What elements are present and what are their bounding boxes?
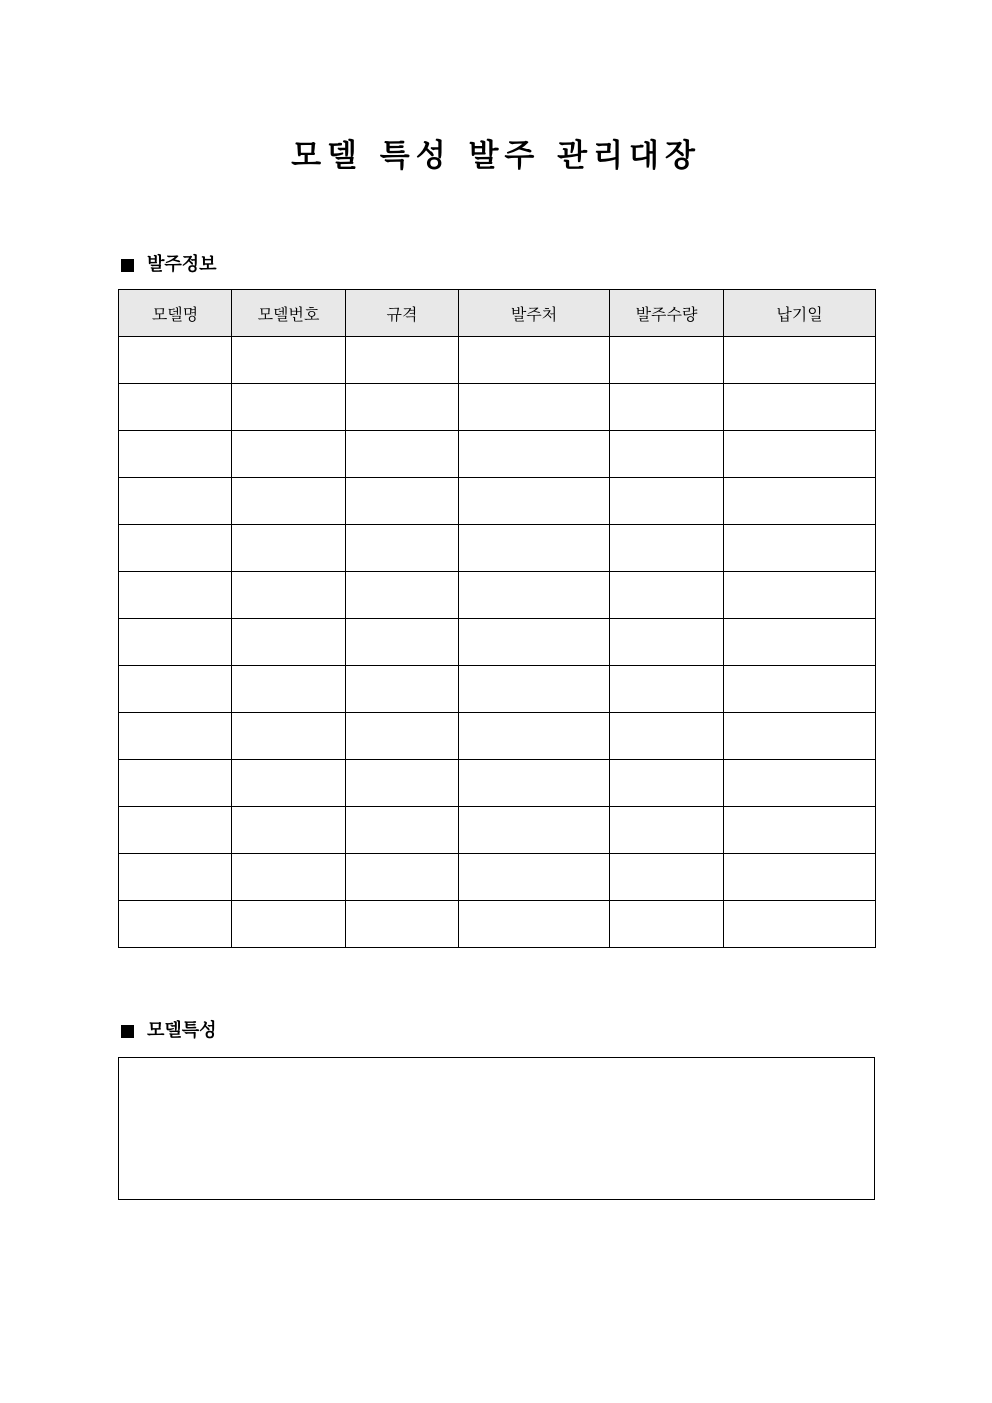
table-cell-spec[interactable] bbox=[346, 384, 459, 431]
table-cell-due-date[interactable] bbox=[724, 854, 876, 901]
table-row bbox=[119, 854, 876, 901]
table-cell-due-date[interactable] bbox=[724, 337, 876, 384]
table-cell-due-date[interactable] bbox=[724, 666, 876, 713]
model-feature-input-box[interactable] bbox=[118, 1057, 875, 1200]
table-cell-spec[interactable] bbox=[346, 337, 459, 384]
column-header-due-date: 납기일 bbox=[724, 290, 876, 337]
column-header-model-number: 모델번호 bbox=[232, 290, 346, 337]
table-cell-model-name[interactable] bbox=[119, 619, 232, 666]
table-cell-spec[interactable] bbox=[346, 854, 459, 901]
order-info-table bbox=[118, 289, 876, 948]
table-cell-due-date[interactable] bbox=[724, 384, 876, 431]
table-cell-spec[interactable] bbox=[346, 478, 459, 525]
table-row bbox=[119, 431, 876, 478]
table-cell-spec[interactable] bbox=[346, 666, 459, 713]
table-cell-model-number[interactable] bbox=[232, 760, 346, 807]
table-cell-order-quantity[interactable] bbox=[610, 760, 724, 807]
table-cell-order-quantity[interactable] bbox=[610, 666, 724, 713]
table-cell-supplier[interactable] bbox=[459, 666, 610, 713]
table-cell-model-name[interactable] bbox=[119, 384, 232, 431]
table-header-row bbox=[119, 290, 876, 337]
square-bullet-icon bbox=[121, 1025, 134, 1038]
table-cell-order-quantity[interactable] bbox=[610, 572, 724, 619]
table-cell-due-date[interactable] bbox=[724, 760, 876, 807]
table-cell-model-name[interactable] bbox=[119, 666, 232, 713]
table-row bbox=[119, 337, 876, 384]
table-cell-order-quantity[interactable] bbox=[610, 384, 724, 431]
table-cell-order-quantity[interactable] bbox=[610, 431, 724, 478]
table-row bbox=[119, 901, 876, 948]
table-cell-model-name[interactable] bbox=[119, 525, 232, 572]
table-cell-order-quantity[interactable] bbox=[610, 807, 724, 854]
table-row bbox=[119, 525, 876, 572]
column-header-model-name: 모델명 bbox=[119, 290, 232, 337]
table-row bbox=[119, 807, 876, 854]
order-info-heading-label: 발주정보 bbox=[147, 254, 217, 275]
table-cell-due-date[interactable] bbox=[724, 713, 876, 760]
table-cell-model-number[interactable] bbox=[232, 572, 346, 619]
table-cell-supplier[interactable] bbox=[459, 619, 610, 666]
table-cell-due-date[interactable] bbox=[724, 431, 876, 478]
table-row bbox=[119, 478, 876, 525]
table-cell-model-number[interactable] bbox=[232, 525, 346, 572]
table-cell-supplier[interactable] bbox=[459, 901, 610, 948]
table-cell-model-number[interactable] bbox=[232, 807, 346, 854]
model-feature-heading-label: 모델특성 bbox=[147, 1020, 217, 1041]
table-cell-supplier[interactable] bbox=[459, 337, 610, 384]
table-cell-model-number[interactable] bbox=[232, 901, 346, 948]
table-cell-due-date[interactable] bbox=[724, 901, 876, 948]
table-cell-order-quantity[interactable] bbox=[610, 619, 724, 666]
table-cell-model-number[interactable] bbox=[232, 478, 346, 525]
table-cell-supplier[interactable] bbox=[459, 807, 610, 854]
table-cell-model-name[interactable] bbox=[119, 713, 232, 760]
table-cell-spec[interactable] bbox=[346, 431, 459, 478]
table-cell-supplier[interactable] bbox=[459, 384, 610, 431]
table-cell-spec[interactable] bbox=[346, 713, 459, 760]
table-row bbox=[119, 666, 876, 713]
column-header-spec: 규격 bbox=[346, 290, 459, 337]
table-cell-supplier[interactable] bbox=[459, 525, 610, 572]
table-cell-spec[interactable] bbox=[346, 525, 459, 572]
square-bullet-icon bbox=[121, 259, 134, 272]
table-cell-supplier[interactable] bbox=[459, 478, 610, 525]
table-cell-due-date[interactable] bbox=[724, 619, 876, 666]
table-cell-model-name[interactable] bbox=[119, 760, 232, 807]
table-cell-due-date[interactable] bbox=[724, 478, 876, 525]
table-cell-model-name[interactable] bbox=[119, 807, 232, 854]
table-cell-spec[interactable] bbox=[346, 760, 459, 807]
table-cell-model-number[interactable] bbox=[232, 666, 346, 713]
table-cell-supplier[interactable] bbox=[459, 760, 610, 807]
table-cell-spec[interactable] bbox=[346, 619, 459, 666]
table-cell-due-date[interactable] bbox=[724, 525, 876, 572]
table-row bbox=[119, 384, 876, 431]
table-cell-supplier[interactable] bbox=[459, 572, 610, 619]
table-cell-order-quantity[interactable] bbox=[610, 854, 724, 901]
table-cell-order-quantity[interactable] bbox=[610, 478, 724, 525]
table-cell-supplier[interactable] bbox=[459, 431, 610, 478]
table-cell-due-date[interactable] bbox=[724, 807, 876, 854]
column-header-supplier: 발주처 bbox=[459, 290, 610, 337]
table-cell-model-name[interactable] bbox=[119, 337, 232, 384]
table-row bbox=[119, 619, 876, 666]
table-cell-order-quantity[interactable] bbox=[610, 901, 724, 948]
table-cell-model-name[interactable] bbox=[119, 431, 232, 478]
column-header-order-quantity: 발주수량 bbox=[610, 290, 724, 337]
table-cell-spec[interactable] bbox=[346, 901, 459, 948]
page-title: 모델 특성 발주 관리대장 bbox=[291, 138, 701, 174]
table-cell-spec[interactable] bbox=[346, 807, 459, 854]
table-cell-order-quantity[interactable] bbox=[610, 525, 724, 572]
order-info-heading bbox=[120, 253, 217, 277]
table-cell-supplier[interactable] bbox=[459, 713, 610, 760]
table-cell-model-number[interactable] bbox=[232, 384, 346, 431]
table-cell-spec[interactable] bbox=[346, 572, 459, 619]
table-cell-model-name[interactable] bbox=[119, 478, 232, 525]
table-cell-due-date[interactable] bbox=[724, 572, 876, 619]
table-cell-model-number[interactable] bbox=[232, 431, 346, 478]
table-cell-model-name[interactable] bbox=[119, 572, 232, 619]
table-row bbox=[119, 713, 876, 760]
table-row bbox=[119, 760, 876, 807]
table-row bbox=[119, 572, 876, 619]
table-cell-model-name[interactable] bbox=[119, 901, 232, 948]
model-feature-heading bbox=[120, 1019, 217, 1043]
table-cell-model-name[interactable] bbox=[119, 854, 232, 901]
table-cell-order-quantity[interactable] bbox=[610, 713, 724, 760]
table-cell-model-number[interactable] bbox=[232, 713, 346, 760]
table-cell-model-number[interactable] bbox=[232, 619, 346, 666]
table-cell-model-number[interactable] bbox=[232, 854, 346, 901]
table-cell-model-number[interactable] bbox=[232, 337, 346, 384]
table-cell-supplier[interactable] bbox=[459, 854, 610, 901]
table-cell-order-quantity[interactable] bbox=[610, 337, 724, 384]
